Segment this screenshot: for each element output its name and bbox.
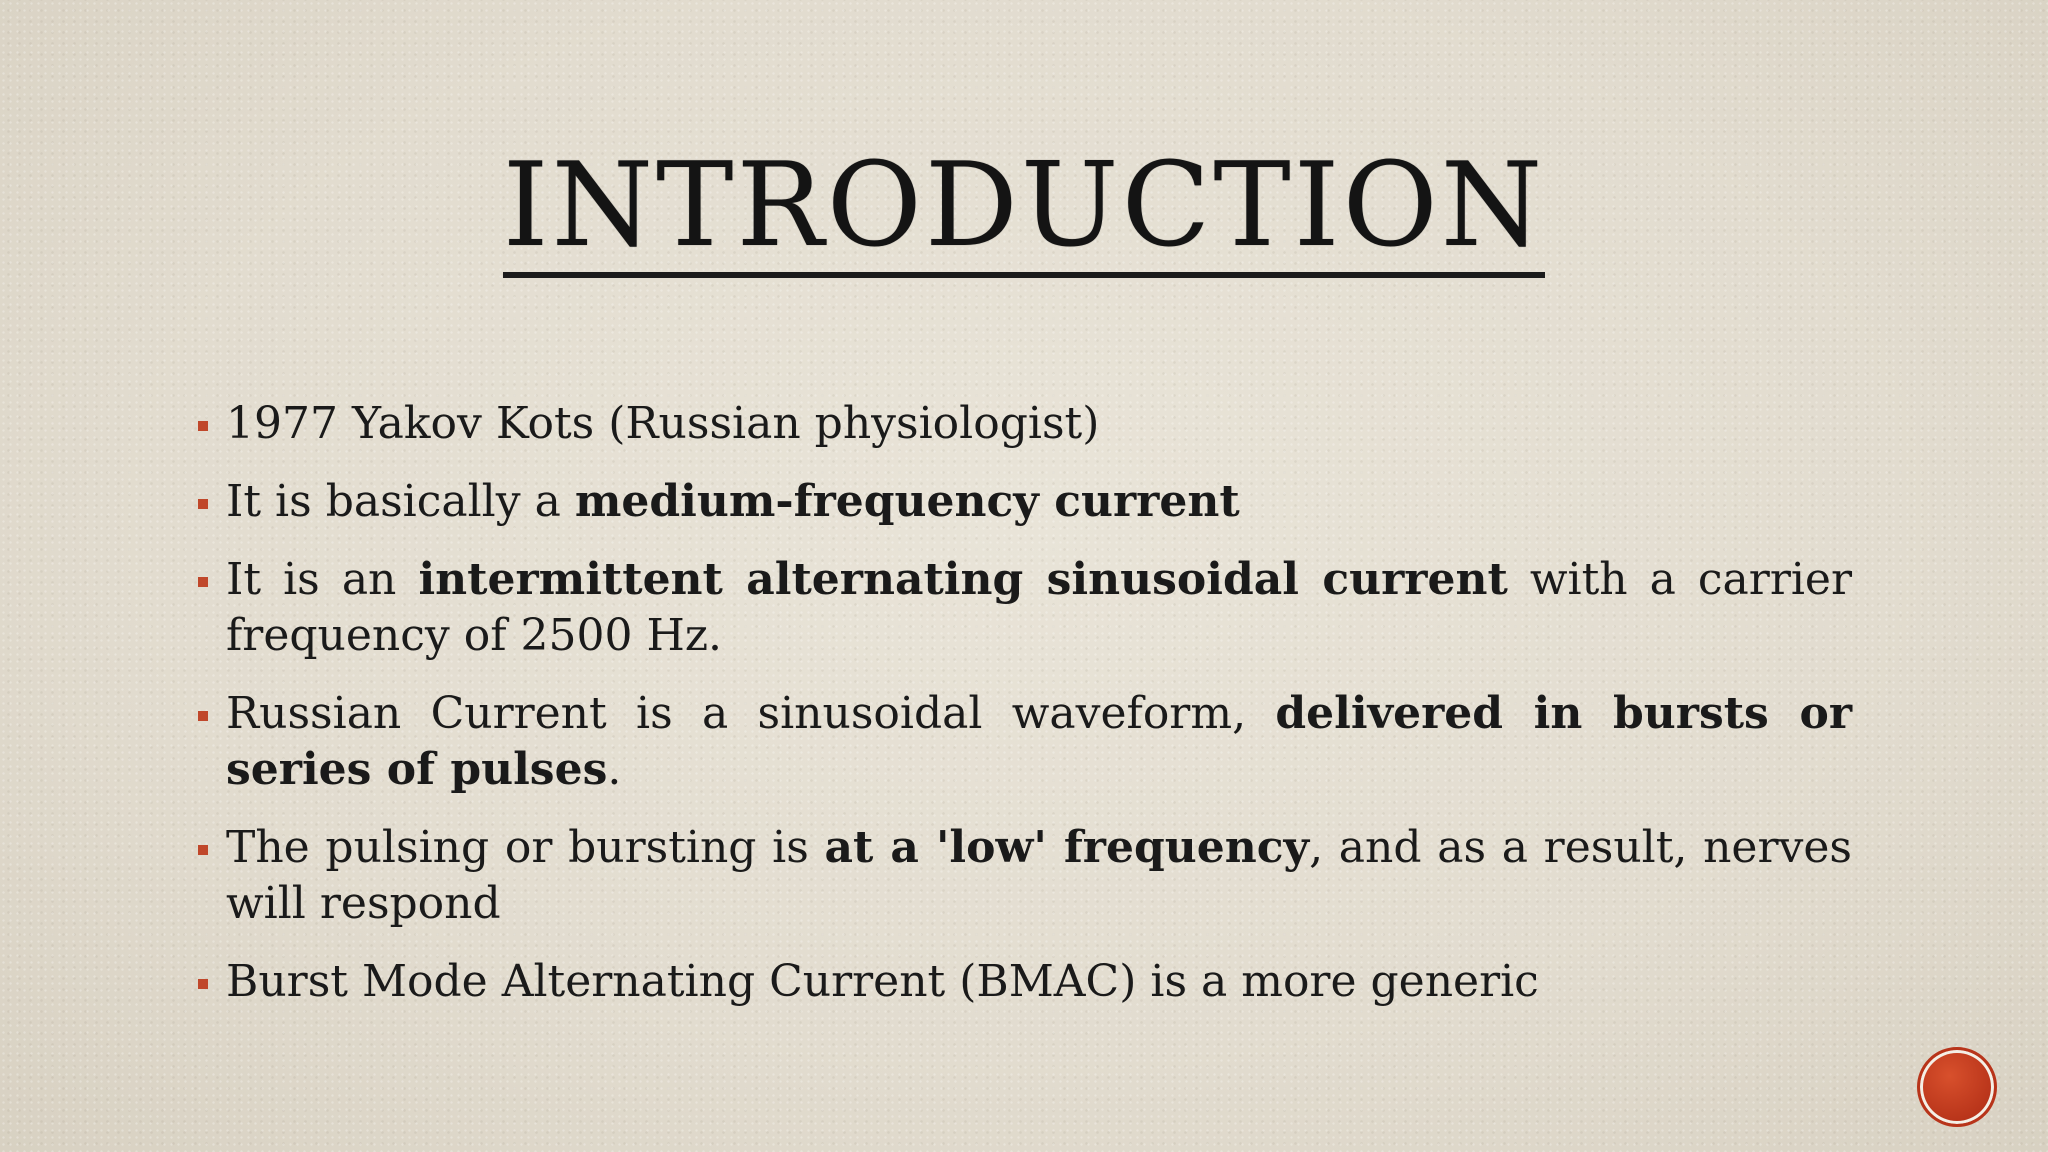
- bullet-item-2: [196, 474, 1852, 530]
- bullet-4-bold: delivered in bursts or series of pulses: [226, 688, 1852, 795]
- bullet-4-text-start: Russian Current is a sinusoidal waveform,: [226, 688, 1276, 739]
- bullet-3-bold: intermittent alternating sinusoidal current: [418, 554, 1508, 605]
- bullet-item-3: [196, 552, 1852, 664]
- bullet-item-6: [196, 954, 1852, 1010]
- bullet-item-1: [196, 396, 1852, 452]
- bullet-5-text-end: , and as a result, nerves will respond: [226, 822, 1852, 929]
- bullet-3-text-end: with a carrier frequency of 2500 Hz.: [226, 554, 1852, 661]
- bullet-list: [196, 396, 1852, 1032]
- bullet-4-text-end: .: [607, 744, 622, 795]
- bullet-3-text-start: It is an: [226, 554, 419, 605]
- bullet-2-text: It is basically a: [226, 476, 575, 527]
- bullet-item-4: [196, 686, 1852, 798]
- bullet-item-5: [196, 820, 1852, 932]
- bullet-5-text-start: The pulsing or bursting is: [226, 822, 825, 873]
- bullet-6-text: Burst Mode Alternating Current (BMAC) is a more generic: [226, 956, 1539, 1007]
- slide-title-text: INTRODUCTION: [503, 148, 1545, 278]
- slide-number-badge: [1917, 1047, 1997, 1127]
- bullet-2-bold: medium-frequency current: [574, 476, 1240, 527]
- bullet-5-bold: at a 'low' frequency: [824, 822, 1310, 873]
- slide-title: [0, 138, 2048, 278]
- bullet-1-text: 1977 Yakov Kots (Russian physiologist): [226, 398, 1100, 449]
